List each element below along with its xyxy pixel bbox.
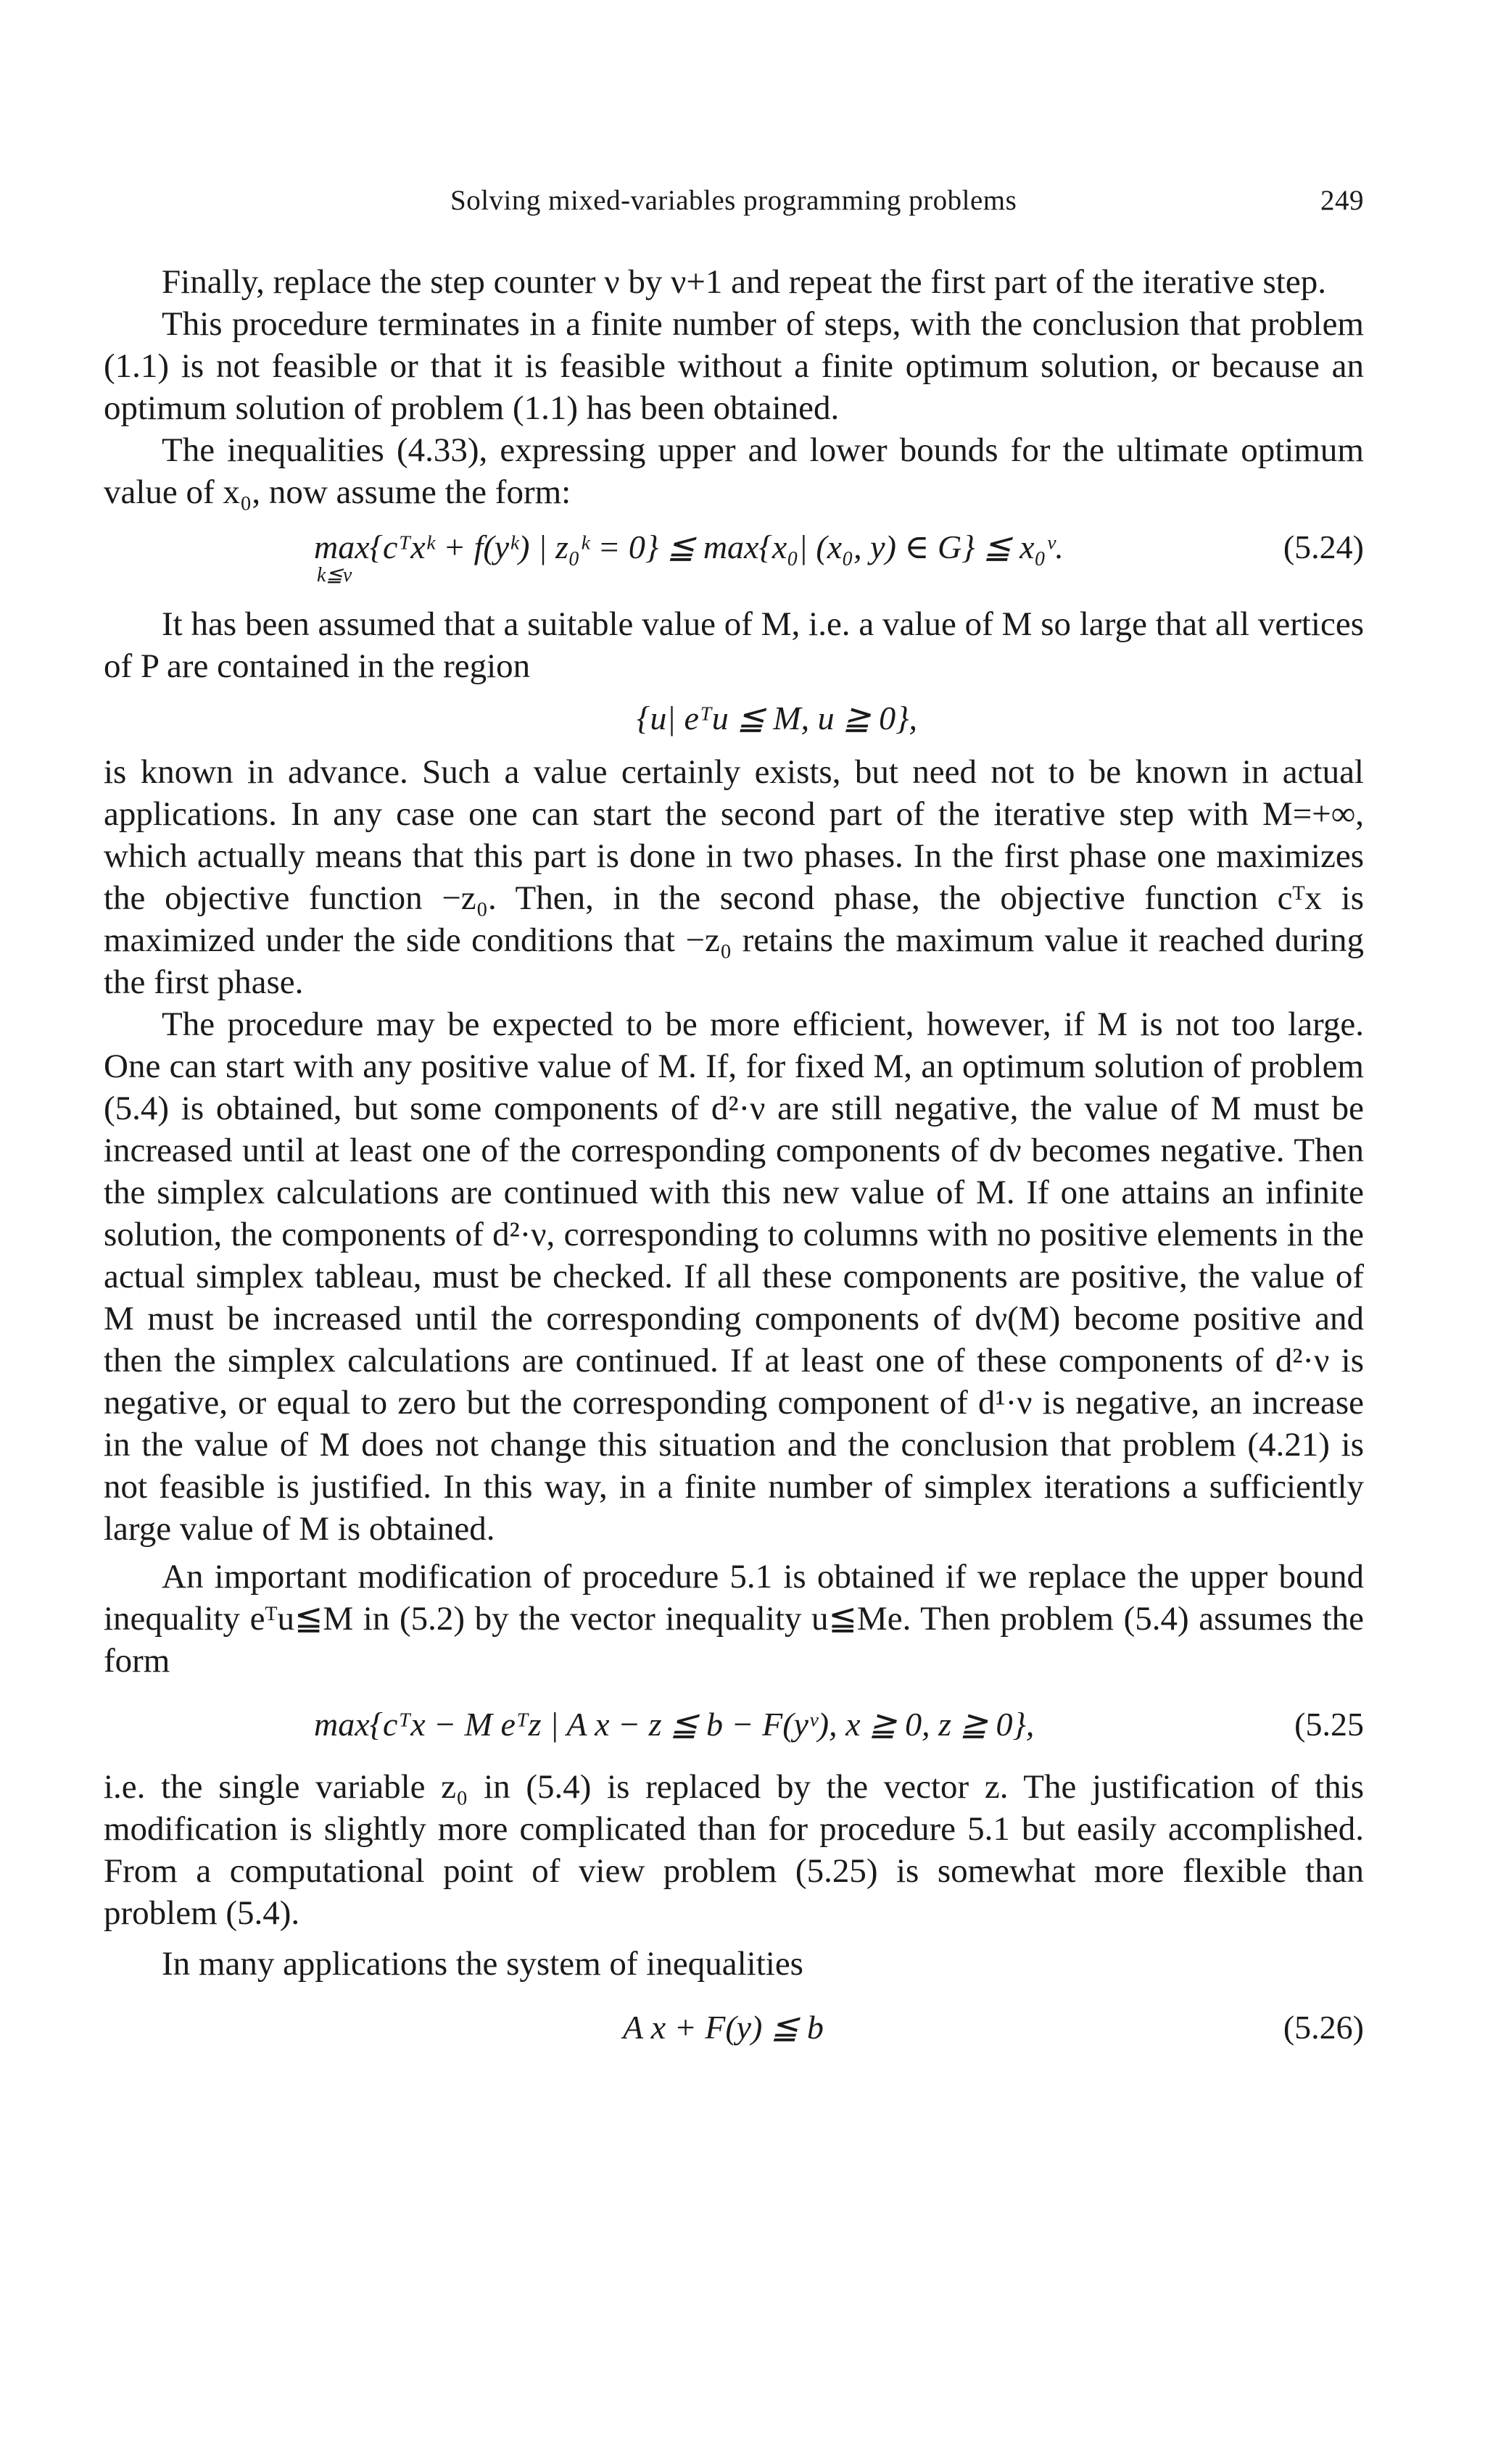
equation-subscript: k≦ν <box>317 564 352 586</box>
paragraph: The inequalities (4.33), expressing upper and lower bounds for the ultimate optimum value of x₀, now assume the form: <box>104 431 1364 511</box>
equation-number: (5.25 <box>1294 1706 1364 1743</box>
running-header <box>104 184 1364 228</box>
page-body <box>104 261 1364 2049</box>
equation-region <box>104 697 1364 739</box>
running-title: Solving mixed-variables programming problems <box>450 185 1017 216</box>
equation-expression: max{cᵀx − M eᵀz | A x − z ≦ b − F(yᵛ), x ≧ 0, z ≧ 0}, <box>314 1706 1035 1743</box>
paragraph: The procedure may be expected to be more efficient, however, if M is not too large. One can start with any positive value of M. If, for fixed M, an optimum solution of problem (5.4) is obtained, but some components of d²·ν are still negative, the value of M must be increased until at least one of the corresponding components of dν becomes negative. Then the simplex calculations are continued with this new value of M. If one attains an infinite solution, the components of d²·ν, corresponding to columns with no positive elements in the actual simplex tableau, must be checked. If all these components are positive, the value of M must be increased until the corresponding components of dν(M) become positive and then the simplex calculations are continued. If at least one of these components of d²·ν is negative, or equal to zero but the corresponding component of d¹·ν is negative, an increase in the value of M does not change this situation and the conclusion that problem (4.21) is not feasible is justified. In this way, in a finite number of simplex iterations a sufficiently large value of M is obtained. <box>104 1005 1364 1548</box>
paragraph: Finally, replace the step counter ν by ν+1 and repeat the first part of the iterative step. <box>162 263 1326 301</box>
equation-number: (5.24) <box>1283 528 1364 565</box>
equation-5-24 <box>104 526 1364 568</box>
paragraph: i.e. the single variable z₀ in (5.4) is replaced by the vector z. The justification of this modification is slightly more complicated than for procedure 5.1 but easily accomplished. From a computational point of view problem (5.25) is somewhat more flexible than problem (5.4). <box>104 1768 1364 1932</box>
equation-5-25 <box>104 1704 1364 1746</box>
paragraph: An important modification of procedure 5.1 is obtained if we replace the upper bound inequality eᵀu≦M in (5.2) by the vector inequality u≦Me. Then problem (5.4) assumes the form <box>104 1558 1364 1680</box>
page-number: 249 <box>1320 185 1364 216</box>
equation-expression: A x + F(y) ≦ b <box>623 2009 824 2046</box>
equation-expression: max{cᵀxᵏ + f(yᵏ) | z₀ᵏ = 0} ≦ max{x₀| (x₀, y) ∈ G} ≦ x₀ᵛ. <box>314 528 1064 565</box>
equation-5-26 <box>104 2007 1364 2049</box>
book-page <box>104 0 1364 2464</box>
equation-expression: {u| eᵀu ≦ M, u ≧ 0}, <box>637 700 918 737</box>
equation-number: (5.26) <box>1283 2009 1364 2046</box>
paragraph: is known in advance. Such a value certainly exists, but need not to be known in actual applications. In any case one can start the second part of the iterative step with M=+∞, which actually means that this part is done in two phases. In the first phase one maximizes the objective function −z₀. Then, in the second phase, the objective function cᵀx is maximized under the side conditions that −z₀ retains the maximum value it reached during the first phase. <box>104 753 1364 1001</box>
paragraph: It has been assumed that a suitable value of M, i.e. a value of M so large that all vertices of P are contained in the region <box>104 605 1364 685</box>
paragraph: In many applications the system of inequalities <box>162 1945 803 1983</box>
paragraph: This procedure terminates in a finite number of steps, with the conclusion that problem (1.1) is not feasible or that it is feasible without a finite optimum solution, or because an optimum solution of problem (1.1) has been obtained. <box>104 305 1364 427</box>
